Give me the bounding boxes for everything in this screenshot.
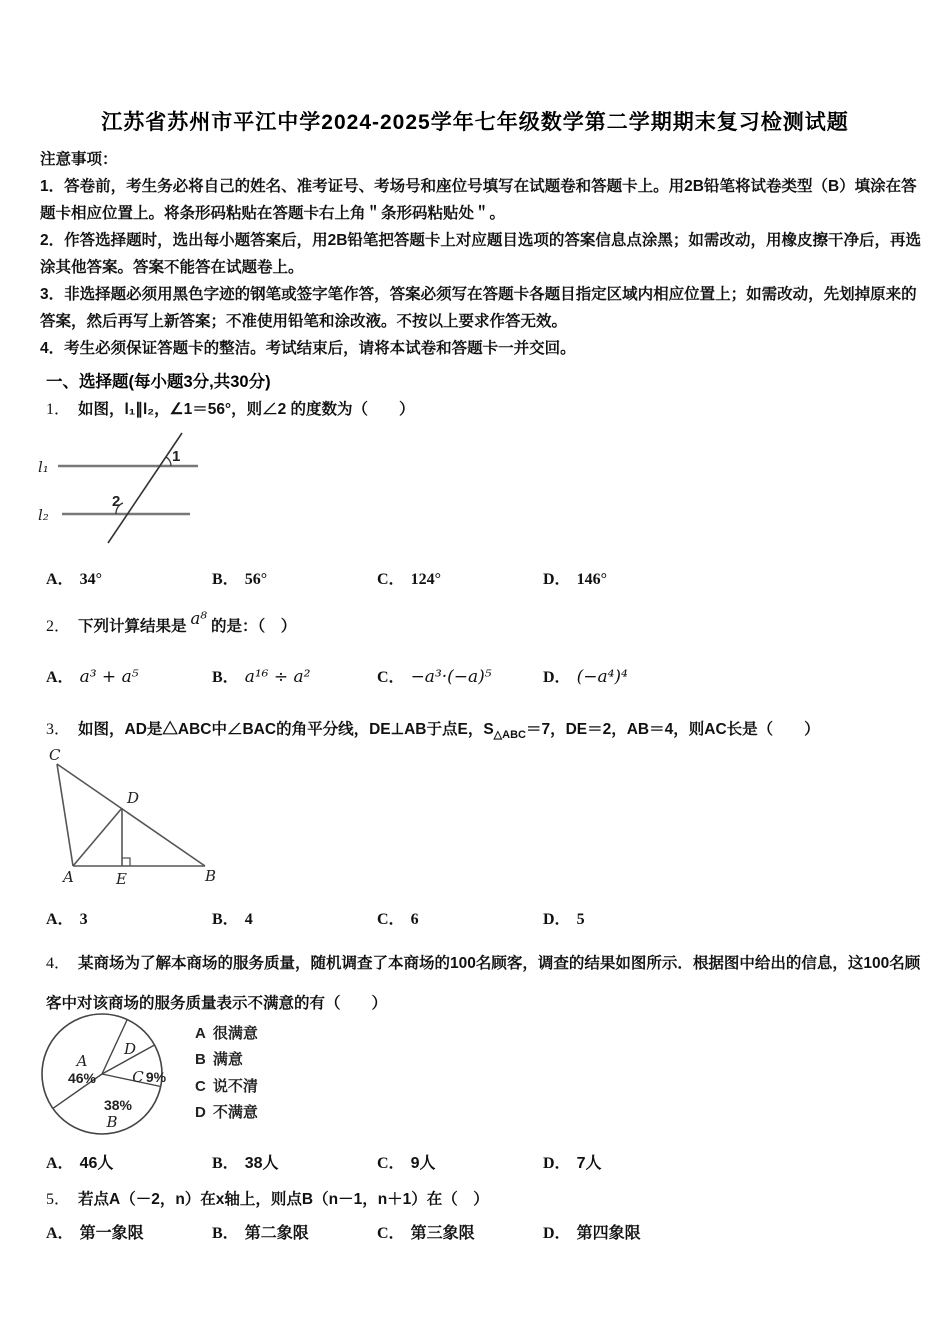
pie-percent-C: 9% xyxy=(145,1069,167,1085)
question-2-stem-pre: 下列计算结果是 xyxy=(78,618,187,635)
label-B: B xyxy=(205,867,217,885)
pie-percent-A: 46% xyxy=(67,1070,97,1086)
pie-label-A: A xyxy=(76,1052,88,1070)
q1-option-c: C． 124° xyxy=(377,571,441,588)
segment-AD xyxy=(73,808,122,866)
notice-item-2: 2．作答选择题时，选出每小题答案后，用2B铅笔把答题卡上对应题目选项的答案信息点涂黑；如需改动，用橡皮擦干净后，再选涂其他答案。答案不能答在试题卷上。 xyxy=(40,232,921,276)
pie-percent-B: 38% xyxy=(103,1097,133,1113)
q5-option-d: D． 第四象限 xyxy=(543,1225,641,1242)
question-5 xyxy=(46,1186,930,1213)
question-5-number: 5． xyxy=(46,1191,71,1208)
legend-item-B: B 满意 xyxy=(195,1051,243,1068)
question-4-options xyxy=(0,1150,950,1180)
question-2-stem-post: 的是：（ ） xyxy=(210,618,297,635)
section-heading: 一、选择题(每小题3分,共30分) xyxy=(46,373,271,391)
transversal-line xyxy=(108,433,182,543)
q5-option-b: B． 第二象限 xyxy=(212,1225,309,1242)
q4-option-c: C． 9人 xyxy=(377,1155,436,1172)
question-1-stem: 如图，l₁∥l₂，∠1＝56°，则∠2 的度数为（ ） xyxy=(78,401,415,418)
q5-option-c: C． 第三象限 xyxy=(377,1225,475,1242)
question-3-options xyxy=(0,906,950,936)
q2-option-d: D． (−a⁴)⁴ xyxy=(543,667,628,687)
notice-item-4: 4．考生必须保证答题卡的整洁。考试结束后，请将本试卷和答题卡一并交回。 xyxy=(40,340,576,357)
question-1 xyxy=(46,396,930,423)
q4-option-b: B． 38人 xyxy=(212,1155,279,1172)
question-2-stem-math: a⁸ xyxy=(190,609,207,628)
page-title: 江苏省苏州市平江中学2024-2025学年七年级数学第二学期期末复习检测试题 xyxy=(101,111,849,134)
q2-option-a: A． a³ + a⁵ xyxy=(46,667,139,687)
q3-option-a: A． 3 xyxy=(46,911,88,928)
notice-item-1: 1．答卷前，考生务必将自己的姓名、准考证号、考场号和座位号填写在试题卷和答题卡上。用2B铅笔将试卷类型（B）填涂在答题卡相应位置上。将条形码粘贴在答题卡右上角＂条形码粘贴处＂。 xyxy=(40,178,917,222)
angle-1-arc xyxy=(166,457,171,466)
q2-option-b: B． a¹⁶ ÷ a² xyxy=(212,667,311,687)
q1-option-d: D． 146° xyxy=(543,571,607,588)
side-CB xyxy=(57,764,205,866)
notice-heading: 注意事项： xyxy=(40,151,118,168)
question-3-number: 3． xyxy=(46,721,71,738)
q1-option-a: A． 34° xyxy=(46,571,102,588)
q3-option-c: C． 6 xyxy=(377,911,419,928)
label-angle-1: 1 xyxy=(172,448,181,465)
question-2 xyxy=(46,609,930,640)
pie-label-D: D xyxy=(123,1040,137,1058)
label-l1: l₁ xyxy=(38,458,49,476)
question-3-stem-sub: △ABC xyxy=(493,729,526,742)
figure-triangle xyxy=(35,748,245,898)
label-C: C xyxy=(49,748,61,764)
question-1-options xyxy=(0,566,950,596)
pie-label-B: B xyxy=(106,1113,118,1131)
question-4-stem: 某商场为了解本商场的服务质量，随机调查了本商场的100名顾客，调查的结果如图所示．根据图中给出的信息，这100名顾客中对该商场的服务质量表示不满意的有（ ） xyxy=(46,955,921,1012)
legend-item-A: A 很满意 xyxy=(195,1025,258,1042)
q3-option-d: D． 5 xyxy=(543,911,585,928)
label-D: D xyxy=(127,789,140,807)
q2-option-c: C． −a³·(−a)⁵ xyxy=(377,667,492,687)
label-l2: l₂ xyxy=(38,506,49,524)
q5-option-a: A． 第一象限 xyxy=(46,1225,144,1242)
legend-item-D: D 不满意 xyxy=(195,1104,258,1121)
question-2-number: 2． xyxy=(46,618,71,635)
notice-item-3: 3．非选择题必须用黑色字迹的钢笔或签字笔作答，答案必须写在答题卡各题目指定区域内相应位置上；如需改动，先划掉原来的答案，然后再写上新答案；不准使用铅笔和涂改液。不按以上要求作答无效。 xyxy=(40,286,917,330)
figure-parallel-lines xyxy=(30,428,255,563)
question-5-options xyxy=(0,1220,950,1250)
notice-section xyxy=(40,146,922,362)
q1-option-b: B． 56° xyxy=(212,571,268,588)
question-3-stem-pre: 如图，AD是△ABC中∠BAC的角平分线，DE⊥AB于点E，S xyxy=(78,721,494,738)
question-5-stem: 若点A（－2，n）在x轴上，则点B（n－1，n＋1）在（ ） xyxy=(78,1191,489,1208)
q3-option-b: B． 4 xyxy=(212,911,253,928)
question-2-options xyxy=(0,664,950,694)
right-angle-mark xyxy=(122,858,130,866)
figure-pie-chart xyxy=(40,1008,350,1148)
question-4-number: 4． xyxy=(46,955,71,972)
question-1-number: 1． xyxy=(46,401,71,418)
side-AC xyxy=(57,764,73,866)
legend-item-C: C 说不清 xyxy=(195,1078,258,1095)
label-angle-2: 2 xyxy=(112,493,121,510)
q4-option-d: D． 7人 xyxy=(543,1155,602,1172)
q4-option-a: A． 46人 xyxy=(46,1155,114,1172)
label-A: A xyxy=(63,868,74,886)
label-E: E xyxy=(116,870,127,888)
pie-label-C: C xyxy=(132,1068,144,1086)
question-3-stem-post: ＝7，DE＝2，AB＝4，则AC长是（ ） xyxy=(525,721,820,738)
question-3 xyxy=(46,716,930,749)
